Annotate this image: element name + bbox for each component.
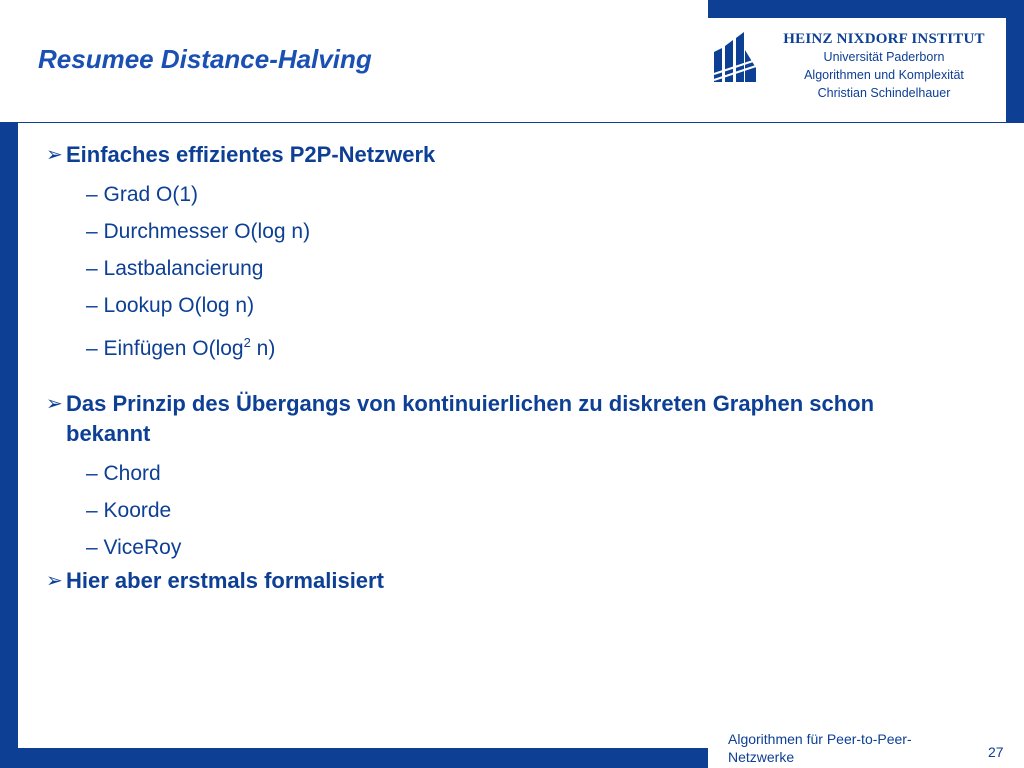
- arrow-bullet-icon: ➢: [46, 570, 63, 592]
- hni-logo-icon: [712, 30, 758, 86]
- arrow-bullet-icon: ➢: [46, 144, 63, 166]
- sub-item: – Chord: [86, 462, 161, 485]
- sub-text-prefix: – Einfügen O(log: [86, 337, 244, 360]
- frame-bottom-bar: [0, 748, 708, 768]
- sub-item: – Durchmesser O(log n): [86, 220, 311, 243]
- bullet-text: Hier aber erstmals formalisiert: [66, 568, 384, 593]
- slide-title: Resumee Distance-Halving: [38, 44, 372, 74]
- institute-block: [764, 30, 1004, 102]
- sub-item: – Lastbalancierung: [86, 257, 264, 280]
- institute-name: HEINZ NIXDORF INSTITUT: [783, 31, 985, 47]
- frame-left-bar: [0, 122, 18, 768]
- institute-university: Universität Paderborn: [823, 50, 945, 64]
- page-number: 27: [988, 744, 1004, 760]
- bullet-text: Einfaches effizientes P2P-Netzwerk: [66, 142, 436, 167]
- bullet-text: Das Prinzip des Übergangs von kontinuierlichen zu diskreten Graphen schon bekannt: [66, 391, 875, 446]
- frame-top-bar: [708, 0, 1024, 18]
- sub-item: – ViceRoy: [86, 536, 182, 559]
- sub-item: – Grad O(1): [86, 183, 199, 206]
- institute-department: Algorithmen und Komplexität: [804, 68, 964, 82]
- bullet-item: [46, 140, 946, 170]
- institute-author: Christian Schindelhauer: [817, 86, 951, 100]
- sub-item: – Lookup O(log n): [86, 294, 255, 317]
- frame-divider: [18, 122, 1024, 123]
- superscript: 2: [243, 335, 251, 350]
- sub-item: – Koorde: [86, 499, 172, 522]
- arrow-bullet-icon: ➢: [46, 393, 63, 415]
- spacer: [46, 367, 946, 389]
- bullet-item: [46, 566, 946, 596]
- sub-text-suffix: n): [250, 337, 276, 360]
- frame-right-bar: [1006, 0, 1024, 122]
- sub-item-with-superscript: [46, 324, 946, 367]
- footer-course-title: Algorithmen für Peer-to-Peer-Netzwerke: [728, 731, 912, 765]
- bullet-item: [46, 389, 946, 449]
- slide-content: [46, 140, 946, 602]
